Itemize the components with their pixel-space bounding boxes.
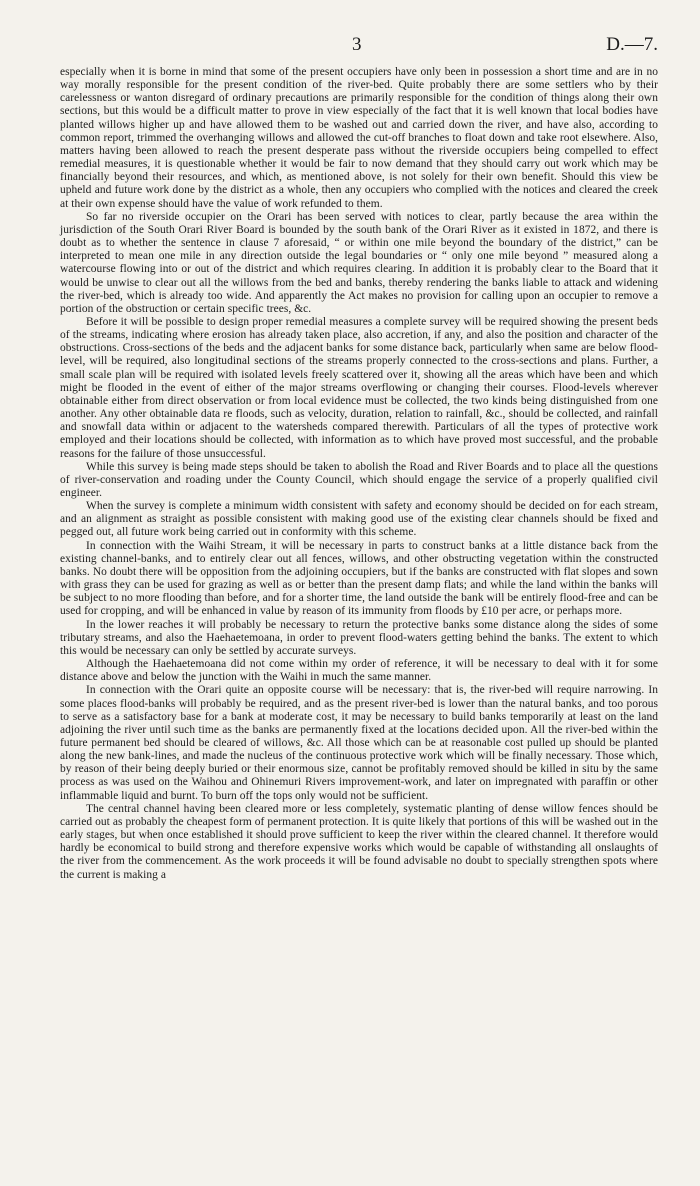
paragraph-haehaetemoana: Although the Haehaetemoana did not come within my order of reference, it will be necessary to deal with it for some distance above and below the junction with the Waihi in much the same manner.: [60, 658, 658, 684]
paragraph-alignment: When the survey is complete a minimum width consistent with safety and economy should be decided on for each stream, and an alignment as straight as possible consistent with making good use of the existing clear channels should be fixed and pegged out, all future work being carried out in conformity with this scheme.: [60, 500, 658, 539]
document-reference: D.—7.: [606, 34, 658, 55]
page-number: 3: [352, 34, 362, 55]
paragraph-survey: Before it will be possible to design proper remedial measures a complete survey will be required showing the present beds of the streams, indicating where erosion has already taken place, also accretion, if any, and also the position and character of the obstructions. Cross-sections of the beds and the adjacent banks for some distance back, particularly when same are below flood-level, will be required, also longitudinal sections of the streams properly connected to the cross-sections and plans. Further, a small scale plan will be required with isolated levels freely scattered over it, showing all the areas which have been and which might be flooded in the event of either of the major streams overflowing or changing their courses. Flood-levels wherever obtainable either from direct observation or from local evidence must be collected, the two kinds being distinguished from one another. Any other obtainable data re floods, such as velocity, duration, relation to rainfall, &c., should be collected, and rainfall and snowfall data within or adjacent to the watersheds compared therewith. Particulars of all the types of protective work employed and their locations should be collected, with information as to which have proved most successful, and the probable reasons for the failure of those unsuccessful.: [60, 315, 658, 460]
paragraph-orari-notices: So far no riverside occupier on the Orari has been served with notices to clear, partly because the area within the jurisdiction of the South Orari River Board is bounded by the south bank of the Orari River as it existed in 1872, and there is doubt as to whether the sentence in clause 7 aforesaid, “ or within one mile beyond the boundary of the district,” can be interpreted to mean one mile in any direction outside the legal boundaries or “ only one mile beyond ” measured along a watercourse flowing into or out of the district and which requires clearing. In addition it is probably clear to the Board that it would be unwise to clear out all the willows from the bed and banks, thereby rendering the banks liable to attack and widening the river-bed, which is already too wide. And apparently the Act makes no provision for calling upon an occupier to remove a portion of the obstruction or certain specific trees, &c.: [60, 210, 658, 315]
paragraph-orari-narrowing: In connection with the Orari quite an opposite course will be necessary: that is, the river-bed will require narrowing. In some places flood-banks will probably be required, and as the present river-bed is lower than the natural banks, and too porous to serve as a satisfactory base for a bank at moderate cost, it may be necessary to build banks temporarily at least on the land adjoining the river until such time as the banks are permanently fixed at the locations decided upon. All the river-bed within the future permanent bed should be cleared of willows, &c. All those which can be at reasonable cost pulled up should be planted along the new bank-lines, and made the nucleus of the continuous protective work which will be finally necessary. Those which, by reason of their being deeply buried or their enormous size, cannot be profitably removed should be killed in situ by the same process as was used on the Waihou and Ohinemuri Rivers improvement-work, and later on impregnated with paraffin or other inflammable liquid and burnt. To burn off the tops only would not be sufficient.: [60, 684, 658, 802]
paragraph-boards: While this survey is being made steps should be taken to abolish the Road and River Boards and to place all the questions of river-conservation and roading under the County Council, which should engage the service of a properly qualified civil engineer.: [60, 460, 658, 499]
paragraph-lower-reaches: In the lower reaches it will probably be necessary to return the protective banks some distance along the sides of some tributary streams, and also the Haehaetemoana, in order to prevent flood-waters getting behind the banks. The extent to which this would be necessary can only be settled by accurate surveys.: [60, 618, 658, 657]
paragraph-waihi-stream: In connection with the Waihi Stream, it will be necessary in parts to construct banks at a little distance back from the existing channel-banks, and to entirely clear out all fences, willows, and other obstructing vegetation within the constructed banks. No doubt there will be opposition from the adjoining occupiers, but if the banks are constructed with flat slopes and sown with grass they can be used for grazing as well as or better than the present damp flats; and while the land within the banks will be subject to no more flooding than before, and for a shorter time, the land outside the bank will be entirely flood-free and can be used for cropping, and will be enhanced in value by reason of its immunity from floods by £10 per acre, or perhaps more.: [60, 539, 658, 618]
body-text: [60, 66, 658, 882]
paragraph-willow-fences: The central channel having been cleared more or less completely, systematic planting of dense willow fences should be carried out as probably the cheapest form of permanent protection. It is quite likely that portions of this will be washed out in the early stages, but when once established it should prove sufficient to keep the river within the cleared channel. It therefore would hardly be economical to build strong and therefore expensive works which would be capable of withstanding all onslaughts of the river from the commencement. As the work proceeds it will be found advisable no doubt to specially strengthen spots where the current is making a: [60, 802, 658, 881]
page-header: [60, 34, 658, 64]
paragraph-continuation: especially when it is borne in mind that some of the present occupiers have only been in possession a short time and are in no way morally responsible for the present condition of the river-bed. Quite probably there are some settlers who by their carelessness or wanton disregard of ordinary precautions are primarily responsible for the condition of things along their own sections, but this would be a difficult matter to prove in view especially of the fact that it is well known that local bodies have planted willows higher up and have allowed them to be washed out and carried down the river, and have also, according to common report, trimmed the overhanging willows and allowed the cut-off branches to float down and take root elsewhere. Also, matters having been allowed to reach the present desperate pass without the riverside occupiers being compelled to effect remedial measures, it is questionable whether it would be fair to now demand that they should carry out work which may be financially beyond their resources, and which, as mentioned above, is not solely for their own benefit. Should this view be upheld and future work done by the district as a whole, then any occupiers who complied with the notices and cleared the creek at their own expense should have the value of work refunded to them.: [60, 66, 658, 210]
